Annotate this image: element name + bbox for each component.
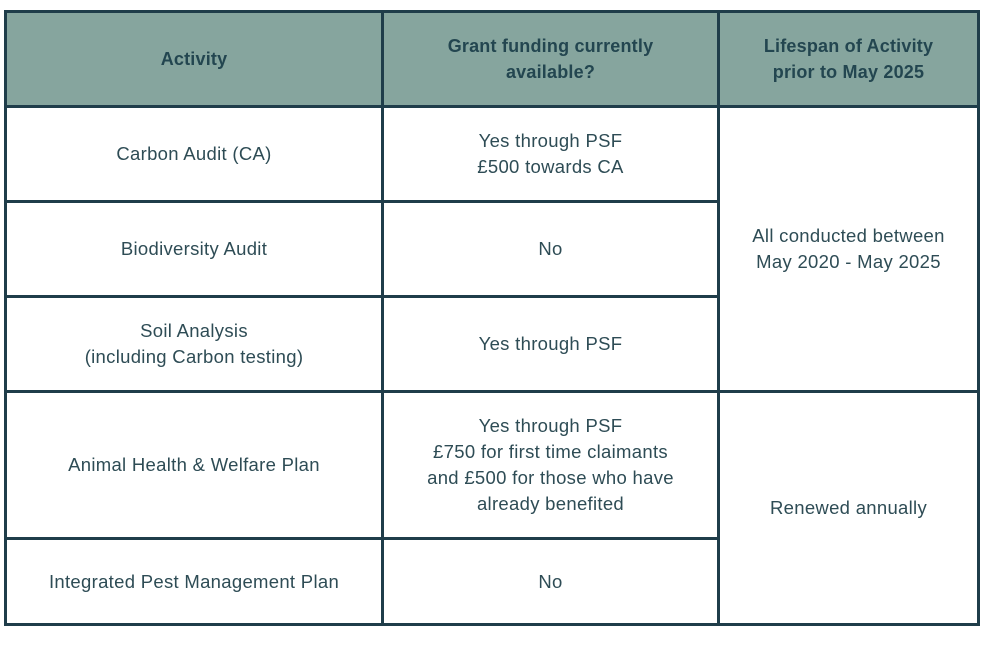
activity-cell — [6, 202, 383, 297]
activity-text: Carbon Audit (CA) — [116, 143, 272, 164]
activity-cell — [6, 107, 383, 202]
grant-text: No — [538, 570, 563, 592]
grant-text: £500 towards CA — [477, 156, 624, 177]
lifespan-cell-group-2 — [719, 392, 979, 625]
activity-text: (including Carbon testing) — [84, 346, 304, 367]
lifespan-text: All conducted between — [752, 225, 945, 246]
grant-cell — [383, 392, 719, 539]
grant-cell — [383, 202, 719, 297]
grant-text: No — [538, 238, 563, 259]
header-activity-text: Activity — [160, 49, 228, 69]
header-grant-line-1: Grant funding currently — [447, 36, 654, 56]
funding-table-container — [4, 10, 980, 626]
header-activity — [6, 12, 383, 107]
header-lifespan-line-1: Lifespan of Activity — [763, 36, 934, 56]
grant-text: already benefited — [476, 493, 625, 514]
activity-cell — [6, 297, 383, 392]
grant-text: £750 for first time claimants — [433, 441, 668, 462]
grant-cell — [383, 297, 719, 392]
grant-text: and £500 for those who have — [427, 467, 674, 488]
grant-text: Yes through PSF — [478, 333, 623, 354]
header-lifespan — [719, 12, 979, 107]
activity-text: Animal Health & Welfare Plan — [68, 454, 320, 475]
table-row — [6, 107, 979, 202]
activity-text: Integrated Pest Management Plan — [48, 570, 340, 592]
grant-text: Yes through PSF — [478, 415, 623, 436]
activity-text: Biodiversity Audit — [120, 238, 268, 259]
grant-text: Yes through PSF — [478, 130, 623, 151]
activity-text: Soil Analysis — [140, 320, 248, 341]
lifespan-text: May 2020 - May 2025 — [756, 251, 941, 272]
grant-cell — [383, 107, 719, 202]
activity-cell — [6, 539, 383, 625]
lifespan-text: Renewed annually — [769, 497, 928, 518]
header-grant-funding — [383, 12, 719, 107]
header-lifespan-line-2: prior to May 2025 — [772, 62, 925, 82]
header-row — [6, 12, 979, 107]
header-grant-line-2: available? — [505, 62, 596, 82]
activity-cell — [6, 392, 383, 539]
table-row — [6, 392, 979, 539]
grant-cell — [383, 539, 719, 625]
funding-table — [4, 10, 980, 626]
lifespan-cell-group-1 — [719, 107, 979, 392]
